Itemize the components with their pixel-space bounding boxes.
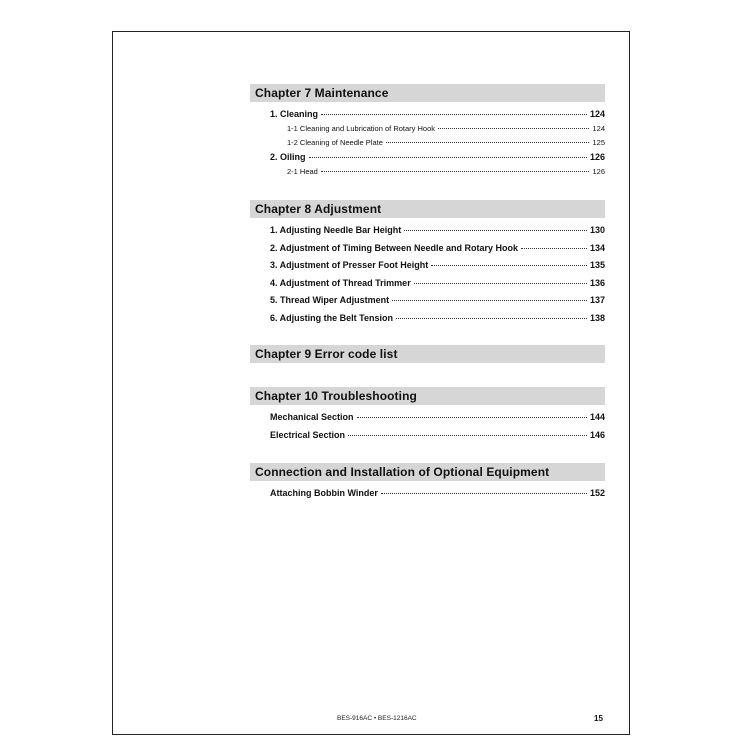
dot-leader (381, 493, 587, 494)
dot-leader (386, 142, 590, 143)
dot-leader (348, 435, 587, 436)
dot-leader (321, 114, 587, 115)
toc-entry[interactable] (250, 222, 605, 240)
chapter-10-heading: Chapter 10 Troubleshooting (250, 387, 605, 405)
footer-page-number: 15 (594, 714, 603, 723)
dot-leader (309, 157, 587, 158)
dot-leader (521, 248, 587, 249)
chapter-8-entries (250, 218, 605, 327)
toc-entry-title: 4. Adjustment of Thread Trimmer (270, 277, 411, 288)
chapter-8-section (250, 200, 605, 345)
chapter-9-section (250, 345, 605, 387)
toc-entry-page: 135 (589, 260, 605, 270)
toc-entry-page: 138 (589, 312, 605, 323)
toc-entry-title: 1-2 Cleaning of Needle Plate (287, 137, 383, 147)
chapter-7-entries (250, 102, 605, 179)
chapter-10-entries (250, 405, 605, 444)
toc-entry-title: 1-1 Cleaning and Lubrication of Rotary Hook (287, 124, 436, 133)
toc-entry[interactable] (250, 275, 605, 293)
table-of-contents (250, 84, 605, 503)
toc-entry-page: 126 (592, 167, 605, 176)
footer-model-names: BES-916AC • BES-1216AC (337, 715, 417, 722)
toc-entry-page: 152 (589, 488, 605, 498)
toc-entry[interactable] (250, 427, 605, 445)
toc-entry-title: Electrical Section (270, 429, 346, 440)
toc-entry-page: 136 (589, 277, 605, 288)
toc-entry-page: 146 (589, 429, 605, 440)
toc-entry[interactable] (250, 292, 605, 310)
dot-leader (392, 300, 587, 301)
toc-entry-title: 6. Adjusting the Belt Tension (270, 312, 394, 323)
document-page (112, 31, 630, 735)
chapter-7-section (250, 84, 605, 200)
toc-subentry[interactable] (250, 122, 605, 136)
optional-equipment-heading: Connection and Installation of Optional Equipment (250, 463, 605, 481)
optional-equipment-section (250, 463, 605, 503)
toc-entry[interactable] (250, 149, 605, 165)
chapter-9-heading: Chapter 9 Error code list (250, 345, 605, 363)
toc-entry[interactable] (250, 106, 605, 122)
toc-entry-page: 134 (589, 242, 605, 253)
toc-entry-page: 144 (589, 412, 605, 422)
toc-subentry[interactable] (250, 136, 605, 150)
toc-entry-page: 130 (589, 225, 605, 235)
dot-leader (431, 265, 587, 266)
toc-entry-title: 3. Adjustment of Presser Foot Height (270, 260, 429, 270)
toc-subentry[interactable] (250, 165, 605, 179)
toc-entry-title: 2. Oiling (270, 152, 306, 162)
toc-entry-title: Mechanical Section (270, 412, 354, 422)
toc-entry-page: 124 (592, 124, 605, 133)
toc-entry-title: 2-1 Head (287, 167, 318, 176)
toc-entry-page: 126 (589, 152, 605, 162)
optional-equipment-entries (250, 481, 605, 503)
chapter-10-section (250, 387, 605, 463)
toc-entry[interactable] (250, 240, 605, 258)
toc-entry[interactable] (250, 485, 605, 503)
toc-entry[interactable] (250, 409, 605, 427)
dot-leader (396, 318, 587, 319)
dot-leader (321, 171, 590, 172)
chapter-8-heading: Chapter 8 Adjustment (250, 200, 605, 218)
dot-leader (414, 283, 587, 284)
dot-leader (404, 230, 587, 231)
toc-entry-title: 1. Adjusting Needle Bar Height (270, 225, 402, 235)
toc-entry-title: 1. Cleaning (270, 109, 319, 119)
chapter-7-heading: Chapter 7 Maintenance (250, 84, 605, 102)
toc-entry-title: Attaching Bobbin Winder (270, 488, 378, 498)
toc-entry[interactable] (250, 257, 605, 275)
toc-entry-page: 125 (592, 137, 605, 147)
dot-leader (438, 128, 589, 129)
toc-entry-page: 137 (589, 295, 605, 305)
toc-entry[interactable] (250, 310, 605, 328)
toc-entry-title: 5. Thread Wiper Adjustment (270, 295, 390, 305)
dot-leader (357, 417, 587, 418)
toc-entry-title: 2. Adjustment of Timing Between Needle and Rotary Hook (270, 242, 519, 253)
toc-entry-page: 124 (589, 109, 605, 119)
